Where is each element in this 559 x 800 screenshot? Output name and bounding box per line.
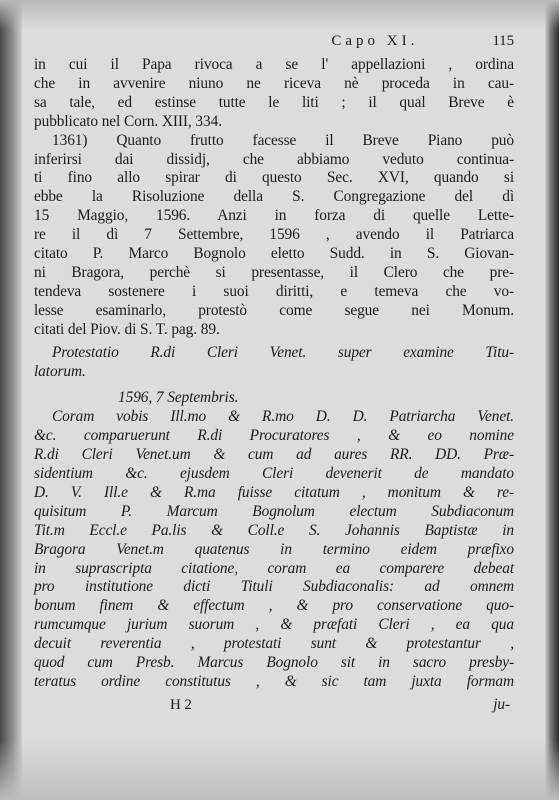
page-edge-shadow	[545, 0, 559, 800]
text-line: latorum.	[34, 362, 86, 380]
text-line: 15 Maggio, 1596. Anzi in forza di quelle Lette-	[34, 207, 514, 225]
text-line: R.di Cleri Venet.um & cum ad aures RR. DD. Præ-	[34, 446, 514, 464]
text-line: re il dì 7 Settembre, 1596 , avendo il Patriarca	[34, 226, 514, 244]
text-line: che in avvenire niuno ne riceva nè proceda in cau-	[34, 74, 514, 92]
text-line: rumcumque jurium suorum , & præfati Cleri , ea qua	[34, 616, 514, 634]
text-line: ebbe la Risoluzione della S. Congregazione del dì	[34, 188, 514, 206]
date-line: 1596, 7 Septembris.	[118, 389, 239, 407]
chapter-heading: Capo XI.	[331, 33, 419, 49]
text-line: pro institutione dicti Tituli Subdiaconalis: ad omnem	[34, 578, 514, 596]
text-line: in suprascripta citatione, coram ea comparere debeat	[34, 559, 514, 577]
text-line: sa tale, ed estinse tutte le liti ; il qual Breve è	[34, 93, 514, 111]
paragraph-1	[34, 56, 514, 132]
binding-shadow	[0, 0, 22, 800]
page-footer	[34, 696, 514, 715]
running-header	[34, 32, 514, 54]
page-number: 115	[492, 33, 514, 49]
text-line: &c. comparuerunt R.di Procuratores , & eo nomine	[34, 427, 514, 445]
text-line: inferirsi dai dissidj, che abbiamo veduto continua-	[34, 150, 514, 168]
protest-title	[34, 344, 514, 382]
text-line: citato P. Marco Bognolo eletto Sudd. in S. Giovan-	[34, 245, 514, 263]
text-line: Tit.m Eccl.e Pa.lis & Coll.e S. Johannis Baptistæ in	[34, 521, 514, 539]
bottom-shadow	[0, 740, 559, 800]
text-line: lesse esaminarlo, protestò come segue nei Monum.	[34, 301, 514, 319]
text-line: teratus ordine constitutus , & sic tam juxta formam	[34, 673, 514, 690]
text-line: tendeva sostenere i suoi diritti, e temeva che vo-	[34, 282, 514, 300]
text-line: ti fino allo spirar di questo Sec. XVI, quando si	[34, 169, 514, 187]
paragraph-2	[34, 132, 514, 340]
top-shadow	[0, 0, 559, 30]
text-line: Coram vobis Ill.mo & R.mo D. D. Patriarcha Venet.	[52, 408, 514, 426]
text-line: sidentium &c. ejusdem Cleri devenerit de mandato	[34, 465, 514, 483]
text-line: quod cum Presb. Marcus Bognolo sit in sacro presby-	[34, 654, 514, 672]
text-line: citati del Piov. di S. T. pag. 89.	[34, 320, 220, 338]
text-line: bonum finem & effectum , & pro conservatione quo-	[34, 597, 514, 615]
signature-mark: H 2	[170, 696, 192, 713]
text-line: Bragora Venet.m quatenus in termino eidem præfixo	[34, 540, 514, 558]
catchword: ju-	[493, 695, 510, 713]
text-line: 1361) Quanto frutto facesse il Breve Piano può	[52, 131, 514, 149]
text-line: in cui il Papa rivoca a se l' appellazioni , ordina	[34, 56, 514, 73]
latin-protest-text	[34, 408, 514, 692]
text-line: ni Bragora, perchè si presentasse, il Clero che pre-	[34, 263, 514, 281]
text-line: decuit reverentia , protestati sunt & protestantur ,	[34, 635, 514, 653]
text-line: pubblicato nel Corn. XIII, 334.	[34, 112, 222, 130]
text-line: quisitum P. Marcum Bognolum electum Subdiaconum	[34, 502, 514, 520]
page-text	[34, 33, 514, 715]
text-line: D. V. Ill.e & R.ma fuisse citatum , monitum & re-	[34, 483, 514, 501]
text-line: Protestatio R.di Cleri Venet. super examine Titu-	[52, 343, 514, 361]
